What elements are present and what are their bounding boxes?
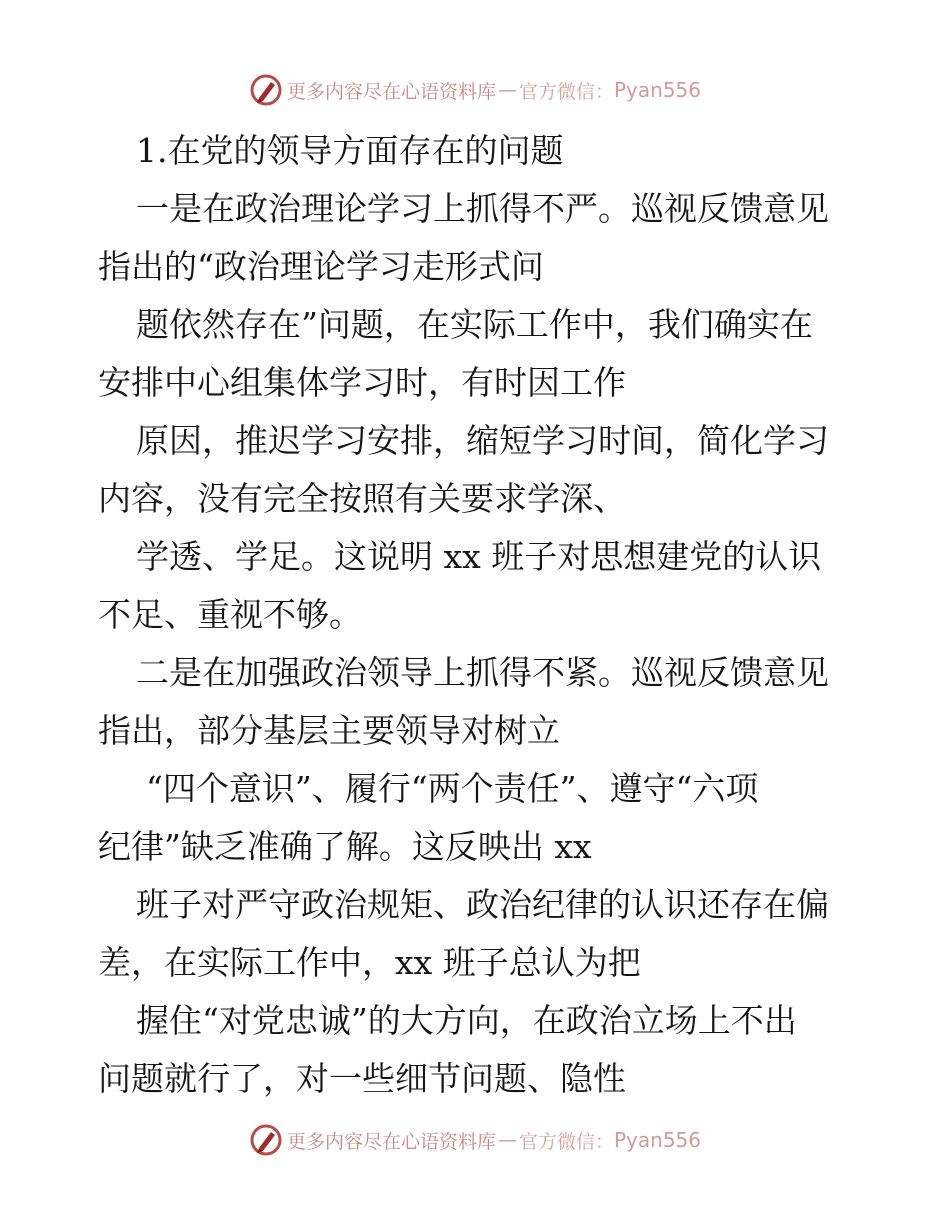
paragraph-line: 指出，部分基层主要领导对树立: [98, 711, 560, 750]
paragraph-line: 纪律”缺乏准确了解。这反映出 xx: [98, 827, 592, 866]
header-banner: [0, 70, 950, 110]
pen-logo-icon: [249, 1123, 283, 1157]
banner-site-text: 更多内容尽在心语资料库: [286, 80, 496, 103]
paragraph-line: 不足、重视不够。: [98, 595, 362, 634]
document-body: [98, 122, 854, 1108]
banner-separator: —: [497, 79, 517, 101]
paragraph-line: 原因，推迟学习安排，缩短学习时间，简化学习: [136, 421, 829, 460]
paragraph-line: 握住“对党忠诚”的大方向，在政治立场上不出: [136, 1001, 797, 1040]
paragraph-line: 问题就行了，对一些细节问题、隐性: [98, 1059, 626, 1098]
paragraph-line: 题依然存在”问题，在实际工作中，我们确实在: [136, 305, 813, 344]
paragraph-line: 内容，没有完全按照有关要求学深、: [98, 479, 626, 518]
section-heading: 1.在党的领导方面存在的问题: [136, 131, 564, 170]
paragraph-line: 指出的“政治理论学习走形式问: [98, 247, 544, 286]
banner-site-text: 更多内容尽在心语资料库: [286, 1130, 496, 1153]
paragraph-line: “四个意识”、履行“两个责任”、遵守“六项: [146, 769, 759, 808]
paragraph-line: 二是在加强政治领导上抓得不紧。巡视反馈意见: [136, 653, 829, 692]
banner-wechat-label: 官方微信：: [518, 1130, 614, 1153]
footer-banner: [0, 1120, 950, 1160]
banner-separator: —: [497, 1129, 517, 1151]
pen-logo-icon: [249, 73, 283, 107]
banner-wechat-id: Pyan556: [614, 78, 702, 102]
paragraph-line: 安排中心组集体学习时，有时因工作: [98, 363, 626, 402]
paragraph-line: 差，在实际工作中，xx 班子总认为把: [98, 943, 641, 982]
paragraph-line: 一是在政治理论学习上抓得不严。巡视反馈意见: [136, 189, 829, 228]
banner-wechat-label: 官方微信：: [518, 80, 614, 103]
paragraph-line: 学透、学足。这说明 xx 班子对思想建党的认识: [136, 537, 822, 576]
banner-wechat-id: Pyan556: [614, 1128, 702, 1152]
paragraph-line: 班子对严守政治规矩、政治纪律的认识还存在偏: [136, 885, 829, 924]
